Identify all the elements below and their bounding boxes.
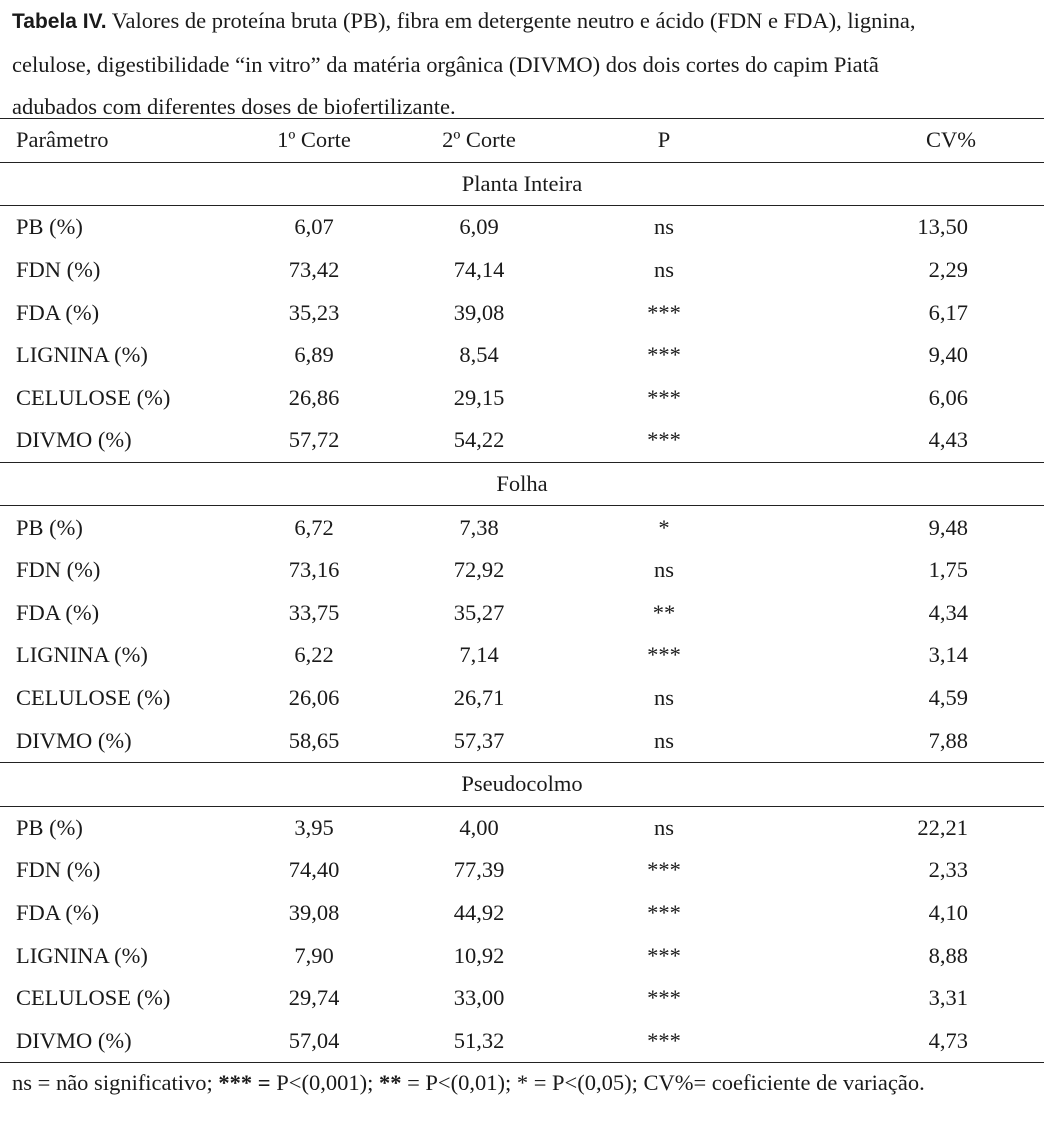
table-caption xyxy=(12,0,952,129)
table-row xyxy=(0,677,1044,720)
cv-cell: 3,31 xyxy=(928,985,968,1011)
corte-1-cell: 57,72 xyxy=(288,427,340,453)
corte-2-cell: 26,71 xyxy=(453,685,505,711)
parametro-cell: PB (%) xyxy=(16,814,83,840)
corte-1-cell: 39,08 xyxy=(288,899,340,925)
data-table xyxy=(0,118,1044,1063)
p-cell: *** xyxy=(647,985,681,1011)
p-cell: *** xyxy=(647,1027,681,1053)
footnote-part: ** xyxy=(378,1070,402,1095)
cv-cell: 7,88 xyxy=(928,727,968,753)
p-cell: ns xyxy=(653,727,674,753)
parametro-cell: LIGNINA (%) xyxy=(16,642,148,668)
parametro-cell: FDN (%) xyxy=(16,857,101,883)
section-row xyxy=(0,162,1044,206)
corte-2-cell: 77,39 xyxy=(453,857,505,883)
p-cell: *** xyxy=(647,857,681,883)
corte-1-cell: 6,22 xyxy=(294,642,334,668)
table-body xyxy=(0,162,1044,1062)
corte-2-cell: 35,27 xyxy=(453,599,505,625)
parametro-cell: CELULOSE (%) xyxy=(16,985,171,1011)
table-row xyxy=(0,377,1044,420)
corte-1-cell: 73,16 xyxy=(288,557,340,583)
p-cell: *** xyxy=(647,384,681,410)
table-row xyxy=(0,977,1044,1020)
header-parametro: Parâmetro xyxy=(16,127,109,153)
corte-1-cell: 58,65 xyxy=(288,727,340,753)
corte-2-cell: 39,08 xyxy=(453,299,505,325)
header-corte-2: 2º Corte xyxy=(442,127,516,153)
parametro-cell: DIVMO (%) xyxy=(16,427,132,453)
corte-1-cell: 6,89 xyxy=(294,342,334,368)
p-cell: *** xyxy=(647,899,681,925)
parametro-cell: FDA (%) xyxy=(16,899,100,925)
table-row xyxy=(0,506,1044,549)
table-row xyxy=(0,1019,1044,1062)
table-row xyxy=(0,719,1044,762)
corte-2-cell: 51,32 xyxy=(453,1027,505,1053)
header-row xyxy=(0,119,1044,163)
corte-2-cell: 44,92 xyxy=(453,899,505,925)
p-cell: *** xyxy=(647,642,681,668)
p-cell: ns xyxy=(653,214,674,240)
cv-cell: 6,17 xyxy=(928,299,968,325)
table-row xyxy=(0,892,1044,935)
corte-1-cell: 33,75 xyxy=(288,599,340,625)
cv-cell: 4,43 xyxy=(928,427,968,453)
cv-cell: 3,14 xyxy=(928,642,968,668)
corte-1-cell: 73,42 xyxy=(288,257,340,283)
section-title: Pseudocolmo xyxy=(461,771,583,797)
corte-2-cell: 54,22 xyxy=(453,427,505,453)
footnote-part: = P<(0,01); * = P<(0,05); CV%= coeficiente de variação. xyxy=(401,1070,925,1095)
corte-1-cell: 3,95 xyxy=(294,814,334,840)
parametro-cell: DIVMO (%) xyxy=(16,727,132,753)
p-cell: * xyxy=(658,514,670,540)
cv-cell: 2,29 xyxy=(928,257,968,283)
corte-2-cell: 10,92 xyxy=(453,942,505,968)
corte-2-cell: 7,38 xyxy=(459,514,499,540)
corte-2-cell: 57,37 xyxy=(453,727,505,753)
parametro-cell: LIGNINA (%) xyxy=(16,942,148,968)
cv-cell: 1,75 xyxy=(928,557,968,583)
table-row xyxy=(0,291,1044,334)
table-row xyxy=(0,206,1044,249)
p-cell: *** xyxy=(647,427,681,453)
table-row xyxy=(0,592,1044,635)
cv-cell: 6,06 xyxy=(928,384,968,410)
cv-cell: 2,33 xyxy=(928,857,968,883)
corte-2-cell: 72,92 xyxy=(453,557,505,583)
table-row xyxy=(0,549,1044,592)
p-cell: ns xyxy=(653,257,674,283)
table-row xyxy=(0,334,1044,377)
header-corte-1: 1º Corte xyxy=(277,127,351,153)
parametro-cell: PB (%) xyxy=(16,214,83,240)
cv-cell: 22,21 xyxy=(917,814,968,840)
footnote-part: *** = xyxy=(218,1070,271,1095)
parametro-cell: FDN (%) xyxy=(16,257,101,283)
cv-cell: 4,59 xyxy=(928,685,968,711)
corte-2-cell: 29,15 xyxy=(453,384,505,410)
table-header xyxy=(0,119,1044,163)
corte-1-cell: 29,74 xyxy=(288,985,340,1011)
table-row xyxy=(0,419,1044,462)
corte-2-cell: 4,00 xyxy=(459,814,499,840)
parametro-cell: CELULOSE (%) xyxy=(16,384,171,410)
parametro-cell: DIVMO (%) xyxy=(16,1027,132,1053)
corte-2-cell: 6,09 xyxy=(459,214,499,240)
parametro-cell: FDN (%) xyxy=(16,557,101,583)
cv-cell: 4,34 xyxy=(928,599,968,625)
corte-1-cell: 26,86 xyxy=(288,384,340,410)
parametro-cell: FDA (%) xyxy=(16,299,100,325)
cv-cell: 13,50 xyxy=(917,214,968,240)
corte-1-cell: 7,90 xyxy=(294,942,334,968)
corte-1-cell: 26,06 xyxy=(288,685,340,711)
header-cv: CV% xyxy=(926,127,976,153)
section-row xyxy=(0,762,1044,806)
cv-cell: 8,88 xyxy=(928,942,968,968)
section-title: Planta Inteira xyxy=(461,170,583,196)
section-title: Folha xyxy=(496,471,548,497)
parametro-cell: PB (%) xyxy=(16,514,83,540)
p-cell: ns xyxy=(653,685,674,711)
footnote-part: P<(0,001); xyxy=(270,1070,379,1095)
corte-1-cell: 6,07 xyxy=(294,214,334,240)
table-footnote xyxy=(12,1062,952,1105)
cv-cell: 4,10 xyxy=(928,899,968,925)
corte-1-cell: 6,72 xyxy=(294,514,334,540)
table-row xyxy=(0,849,1044,892)
parametro-cell: FDA (%) xyxy=(16,599,100,625)
table-caption-text: Valores de proteína bruta (PB), fibra em detergente neutro e ácido (FDN e FDA), lignina, celulose, digestibilidade “in vitro” da matéria orgânica (DIVMO) dos dois cortes do capim Piatã adubados com diferentes doses de biofertilizante. xyxy=(12,8,916,119)
cv-cell: 4,73 xyxy=(928,1027,968,1053)
corte-1-cell: 57,04 xyxy=(288,1027,340,1053)
p-cell: *** xyxy=(647,342,681,368)
table-label: Tabela IV. xyxy=(12,10,107,33)
parametro-cell: CELULOSE (%) xyxy=(16,685,171,711)
cv-cell: 9,40 xyxy=(928,342,968,368)
p-cell: *** xyxy=(647,299,681,325)
cv-cell: 9,48 xyxy=(928,514,968,540)
p-cell: ns xyxy=(653,557,674,583)
p-cell: ** xyxy=(652,599,676,625)
corte-2-cell: 8,54 xyxy=(459,342,499,368)
p-cell: ns xyxy=(653,814,674,840)
section-row xyxy=(0,462,1044,506)
p-cell: *** xyxy=(647,942,681,968)
corte-2-cell: 74,14 xyxy=(453,257,505,283)
table-row xyxy=(0,634,1044,677)
corte-2-cell: 7,14 xyxy=(459,642,499,668)
table-row xyxy=(0,806,1044,849)
table-row xyxy=(0,249,1044,292)
corte-2-cell: 33,00 xyxy=(453,985,505,1011)
table-row xyxy=(0,934,1044,977)
corte-1-cell: 74,40 xyxy=(288,857,340,883)
parametro-cell: LIGNINA (%) xyxy=(16,342,148,368)
footnote-part: ns = não significativo; xyxy=(12,1070,219,1095)
corte-1-cell: 35,23 xyxy=(288,299,340,325)
header-p: P xyxy=(657,127,671,153)
